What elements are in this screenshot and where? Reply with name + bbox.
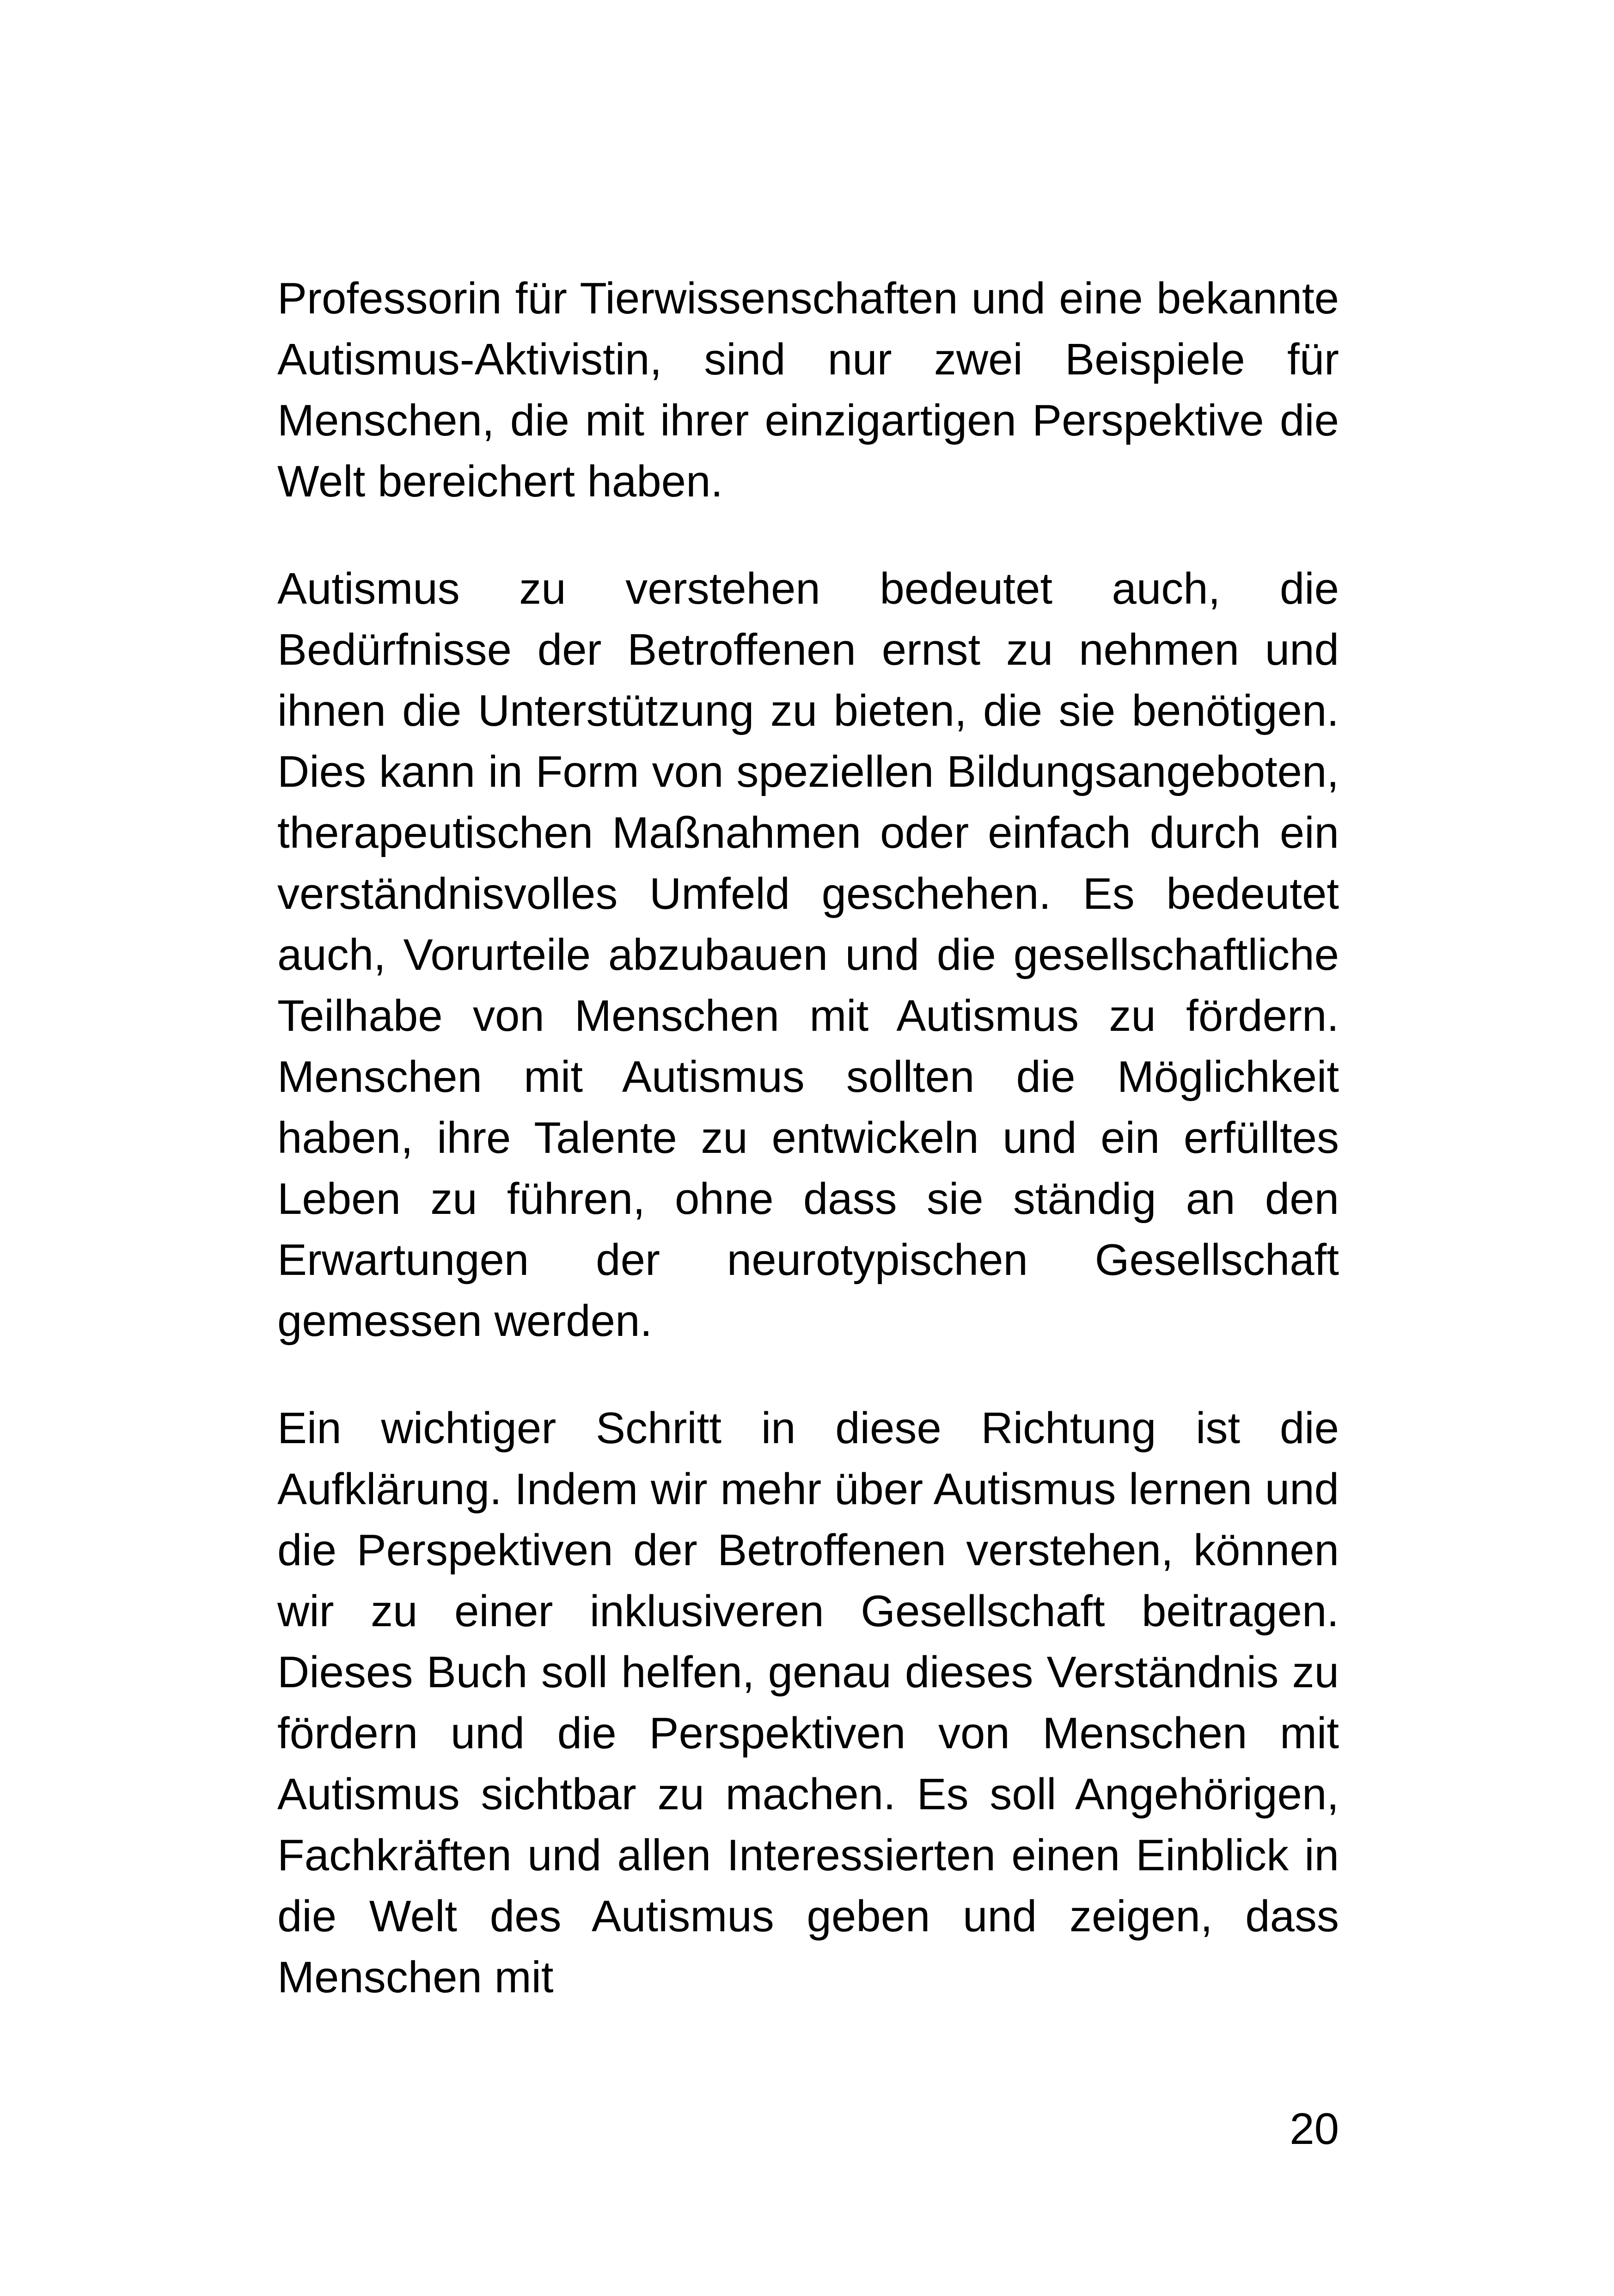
paragraph-1: Professorin für Tierwissenschaften und eine bekannte Autismus-Aktivistin, sind nur zwei Beispiele für Menschen, die mit ihrer einzigartigen Perspektive die Welt bereichert haben. [277, 274, 1339, 506]
body-text [277, 268, 1339, 2008]
paragraph-2: Autismus zu verstehen bedeutet auch, die Bedürfnisse der Betroffenen ernst zu nehmen und ihnen die Unterstützung zu bieten, die sie benötigen. Dies kann in Form von speziellen Bildungsangeboten, therapeutischen Maßnahmen oder einfach durch ein verständnisvolles Umfeld geschehen. Es bedeutet auch, Vorurteile abzubauen und die gesellschaftliche Teilhabe von Menschen mit Autismus zu fördern. Menschen mit Autismus sollten die Möglichkeit haben, ihre Talente zu entwickeln und ein erfülltes Leben zu führen, ohne dass sie ständig an den Erwartungen der neurotypischen Gesellschaft gemessen werden. [277, 564, 1339, 1346]
paragraph-3: Ein wichtiger Schritt in diese Richtung ist die Aufklärung. Indem wir mehr über Autismus lernen und die Perspektiven der Betroffenen verstehen, können wir zu einer inklusiveren Gesellschaft beitragen. Dieses Buch soll helfen, genau dieses Verständnis zu fördern und die Perspektiven von Menschen mit Autismus sichtbar zu machen. Es soll Angehörigen, Fachkräften und allen Interessierten einen Einblick in die Welt des Autismus geben und zeigen, dass Menschen mit [277, 1403, 1339, 2002]
page-number: 20 [1290, 2104, 1339, 2154]
